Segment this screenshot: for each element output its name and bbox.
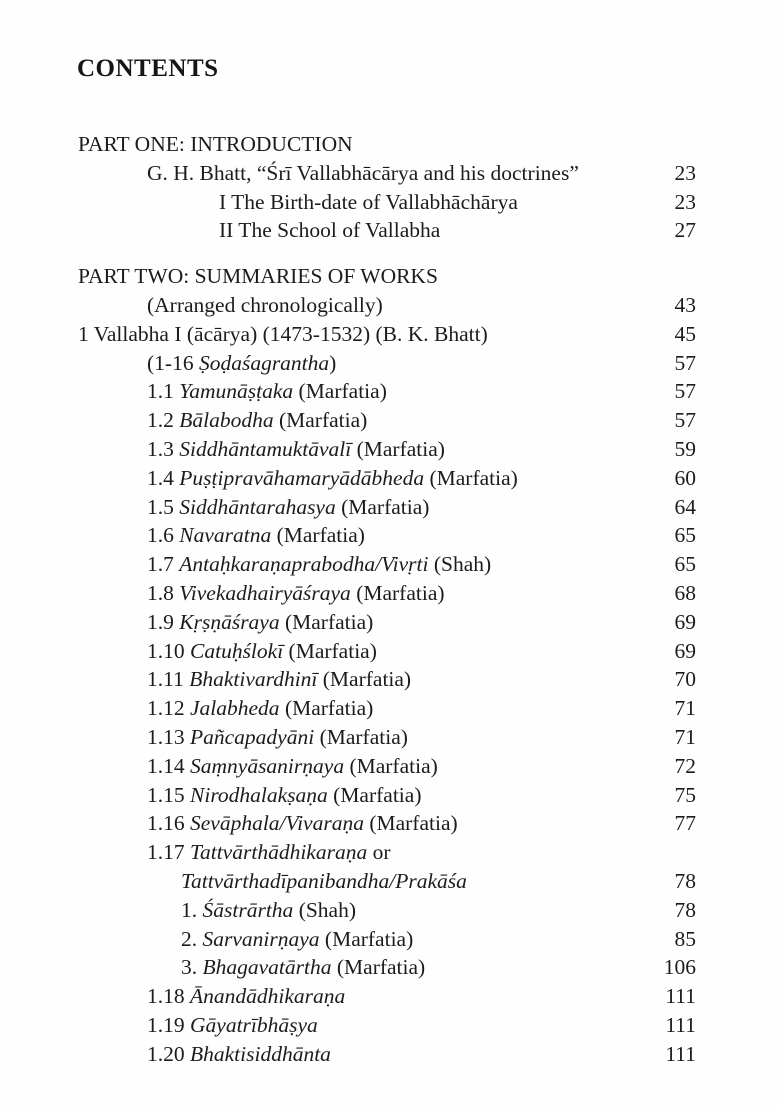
toc-entry-page-number: 57 — [674, 408, 696, 433]
toc-row — [78, 349, 696, 378]
toc-entry-page-number: 71 — [674, 696, 696, 721]
toc-entry-label: 1.15 Nirodhalakṣaṇa (Marfatia) — [147, 782, 422, 807]
toc-row — [78, 130, 696, 159]
toc-row — [78, 925, 696, 954]
toc-row — [78, 752, 696, 781]
toc-entry-label: PART TWO: SUMMARIES OF WORKS — [78, 264, 438, 289]
toc-entry-label: 1.16 Sevāphala/Vivaraṇa (Marfatia) — [147, 811, 458, 836]
toc-entry-page-number: 43 — [674, 292, 696, 317]
toc-row — [78, 867, 696, 896]
toc-row — [78, 665, 696, 694]
toc-entry-page-number: 57 — [674, 350, 696, 375]
toc-entry-page-number: 106 — [663, 955, 696, 980]
toc-entry-page-number: 68 — [674, 580, 696, 605]
page-title: CONTENTS — [77, 55, 219, 82]
table-of-contents — [78, 130, 696, 1069]
toc-entry-label: 1.1 Yamunāṣṭaka (Marfatia) — [147, 379, 387, 404]
toc-row — [78, 896, 696, 925]
toc-entry-label: 1.5 Siddhāntarahasya (Marfatia) — [147, 494, 430, 519]
toc-entry-label: PART ONE: INTRODUCTION — [78, 132, 353, 156]
toc-entry-page-number: 111 — [665, 1041, 696, 1066]
toc-entry-page-number: 27 — [674, 218, 696, 243]
toc-row — [78, 953, 696, 982]
toc-entry-page-number: 69 — [674, 638, 696, 663]
toc-entry-page-number: 23 — [674, 160, 696, 185]
toc-row — [78, 608, 696, 637]
toc-entry-label: 1.9 Kṛṣṇāśraya (Marfatia) — [147, 609, 374, 634]
toc-entry-page-number: 111 — [665, 1012, 696, 1037]
toc-row — [78, 159, 696, 188]
toc-entry-label: 3. Bhagavatārtha (Marfatia) — [181, 955, 426, 980]
toc-entry-page-number: 70 — [674, 667, 696, 692]
toc-entry-page-number: 65 — [674, 523, 696, 548]
toc-row — [78, 216, 696, 245]
toc-entry-page-number: 65 — [674, 552, 696, 577]
toc-entry-page-number: 85 — [674, 926, 696, 951]
toc-entry-label: 1.4 Puṣṭipravāhamaryādābheda (Marfatia) — [147, 465, 518, 490]
toc-entry-label: 1.19 Gāyatrībhāṣya — [147, 1012, 318, 1037]
toc-row — [78, 982, 696, 1011]
toc-row — [78, 262, 696, 291]
toc-row — [78, 838, 696, 867]
toc-row — [78, 464, 696, 493]
toc-entry-page-number: 60 — [674, 465, 696, 490]
toc-row — [78, 291, 696, 320]
toc-row — [78, 694, 696, 723]
toc-row — [78, 550, 696, 579]
toc-entry-label: 1.17 Tattvārthādhikaraṇa or — [147, 840, 391, 865]
toc-entry-label: II The School of Vallabha — [219, 218, 441, 243]
toc-row — [78, 1011, 696, 1040]
toc-row — [78, 435, 696, 464]
toc-entry-page-number: 77 — [674, 811, 696, 836]
toc-row — [78, 377, 696, 406]
toc-entry-label: 1.3 Siddhāntamuktāvalī (Marfatia) — [147, 436, 445, 461]
toc-entry-label: 1.12 Jalabheda (Marfatia) — [147, 696, 374, 721]
toc-row — [78, 1040, 696, 1069]
toc-entry-page-number: 78 — [674, 897, 696, 922]
toc-entry-label: 1.10 Catuḥślokī (Marfatia) — [147, 638, 377, 663]
toc-entry-label: (1-16 Ṣoḍaśagrantha) — [147, 350, 337, 375]
toc-row — [78, 579, 696, 608]
toc-entry-label: 2. Sarvanirṇaya (Marfatia) — [181, 926, 414, 951]
toc-entry-page-number: 78 — [674, 868, 696, 893]
toc-row — [78, 723, 696, 752]
toc-row — [78, 493, 696, 522]
toc-entry-label: 1.13 Pañcapadyāni (Marfatia) — [147, 724, 408, 749]
toc-row — [78, 637, 696, 666]
toc-entry-label: 1.20 Bhaktisiddhānta — [147, 1041, 331, 1066]
toc-entry-label: G. H. Bhatt, “Śrī Vallabhācārya and his doctrines” — [147, 160, 579, 185]
toc-entry-page-number: 59 — [674, 436, 696, 461]
toc-entry-label: 1.18 Ānandādhikaraṇa — [147, 984, 346, 1009]
toc-entry-label: (Arranged chronologically) — [147, 292, 383, 317]
toc-entry-label: 1.6 Navaratna (Marfatia) — [147, 523, 365, 548]
toc-entry-label: 1.8 Vivekadhairyāśraya (Marfatia) — [147, 580, 445, 605]
toc-entry-label: 1 Vallabha I (ācārya) (1473-1532) (B. K. Bhatt) — [78, 321, 488, 346]
toc-row — [78, 809, 696, 838]
toc-entry-page-number: 45 — [674, 321, 696, 346]
toc-entry-page-number: 72 — [674, 753, 696, 778]
toc-row — [78, 521, 696, 550]
toc-entry-label: 1.2 Bālabodha (Marfatia) — [147, 408, 368, 433]
toc-entry-label: 1.14 Saṃnyāsanirṇaya (Marfatia) — [147, 753, 438, 778]
toc-entry-label: 1.11 Bhaktivardhinī (Marfatia) — [147, 667, 412, 692]
toc-row — [78, 188, 696, 217]
toc-entry-page-number: 75 — [674, 782, 696, 807]
toc-entry-page-number: 57 — [674, 379, 696, 404]
toc-entry-page-number: 69 — [674, 609, 696, 634]
toc-row — [78, 781, 696, 810]
toc-entry-page-number: 71 — [674, 724, 696, 749]
toc-entry-label: Tattvārthadīpanibandha/Prakāśa — [181, 868, 467, 893]
toc-entry-page-number: 23 — [674, 189, 696, 214]
toc-entry-page-number: 64 — [674, 494, 696, 519]
toc-row — [78, 406, 696, 435]
toc-entry-label: 1.7 Antaḥkaraṇaprabodha/Vivṛti (Shah) — [147, 552, 492, 577]
toc-row — [78, 320, 696, 349]
toc-entry-page-number: 111 — [665, 984, 696, 1009]
toc-entry-label: 1. Śāstrārtha (Shah) — [181, 897, 357, 922]
toc-entry-label: I The Birth-date of Vallabhāchārya — [219, 189, 518, 214]
